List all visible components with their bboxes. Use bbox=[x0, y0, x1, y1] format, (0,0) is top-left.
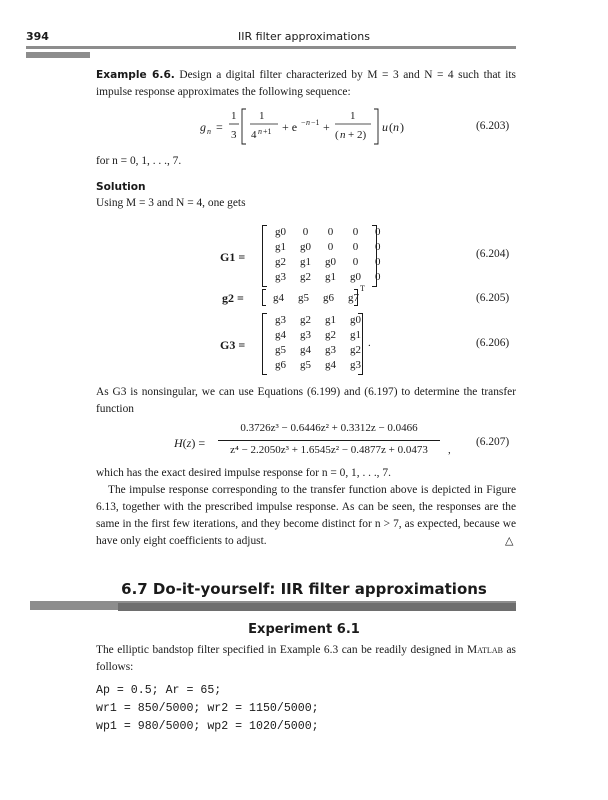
svg-text:−: − bbox=[301, 118, 306, 127]
svg-text:n: n bbox=[207, 127, 211, 136]
header-rule-stub bbox=[26, 52, 90, 58]
svg-text:n: n bbox=[393, 120, 399, 134]
code-line: Ap = 0.5; Ar = 65; bbox=[96, 684, 222, 697]
running-title: IIR filter approximations bbox=[238, 30, 370, 43]
svg-text:+: + bbox=[323, 120, 330, 134]
svg-text:g: g bbox=[200, 120, 206, 134]
example-label: Example 6.6. bbox=[96, 69, 175, 81]
svg-text:+ 2): + 2) bbox=[348, 129, 367, 141]
transpose-mark: T bbox=[360, 284, 365, 293]
g2-bracket-right bbox=[354, 289, 358, 306]
g1-bracket-left bbox=[262, 225, 267, 287]
equation-number-6-207: (6.207) bbox=[476, 436, 510, 448]
after-text: which has the exact desired impulse response for n = 0, 1, . . ., 7. bbox=[96, 467, 391, 479]
solution-text: Using M = 3 and N = 4, one gets bbox=[96, 197, 246, 209]
matlab-name: Matlab bbox=[467, 644, 503, 656]
solution-heading: Solution bbox=[96, 181, 146, 193]
code-line: wp1 = 980/5000; wp2 = 1020/5000; bbox=[96, 720, 319, 733]
example-intro-text: Design a digital filter characterized by M = 3 and N = 4 such that its impulse response approximates the following sequence: bbox=[96, 69, 516, 98]
code-line: wr1 = 850/5000; wr2 = 1150/5000; bbox=[96, 702, 319, 715]
g3-period: . bbox=[368, 337, 371, 349]
g3-bracket-left bbox=[262, 313, 267, 375]
g1-matrix: g0 0 0 0 0 g1 g0 0 0 0 g2 g1 g0 0 0 g3 g2 g1 g0 0 bbox=[275, 225, 381, 283]
experiment-title: Experiment 6.1 bbox=[248, 622, 360, 637]
transfer-denominator: z⁴ − 2.2050z³ + 1.6545z² − 0.4877z + 0.0473 bbox=[230, 444, 428, 456]
g2-label: g2 = bbox=[222, 291, 244, 305]
svg-text:n: n bbox=[258, 127, 262, 136]
header-rule bbox=[26, 46, 516, 49]
equation-number-6-206: (6.206) bbox=[476, 337, 510, 349]
equation-number-6-203: (6.203) bbox=[476, 120, 510, 132]
svg-text:=: = bbox=[216, 120, 223, 134]
section-rule-stub bbox=[30, 604, 118, 610]
svg-text:1: 1 bbox=[259, 110, 265, 122]
svg-text:1: 1 bbox=[231, 110, 237, 122]
experiment-intro: The elliptic bandstop filter specified in Example 6.3 can be readily designed in Matlab as follows: bbox=[96, 644, 516, 673]
svg-text:): ) bbox=[400, 120, 404, 134]
svg-text:3: 3 bbox=[231, 129, 237, 141]
fraction-bar bbox=[218, 440, 440, 441]
g1-label: G1 = bbox=[220, 250, 246, 264]
transfer-numerator: 0.3726z³ − 0.6446z² + 0.3312z − 0.0466 bbox=[240, 422, 418, 434]
svg-text:n: n bbox=[340, 129, 346, 141]
g1-bracket-right bbox=[372, 225, 377, 287]
equation-6-203 bbox=[200, 104, 430, 148]
svg-text:n: n bbox=[306, 118, 310, 127]
equation-number-6-204: (6.204) bbox=[476, 248, 510, 260]
svg-text:u: u bbox=[382, 120, 388, 134]
equation-6-203-svg bbox=[200, 104, 430, 148]
g3-label: G3 = bbox=[220, 338, 246, 352]
svg-text:−1: −1 bbox=[311, 118, 320, 127]
g3-matrix: g3 g2 g1 g0 g4 g3 g2 g1 g5 g4 g3 g2 g6 g5 g4 g3 bbox=[275, 313, 361, 371]
section-rule-thick bbox=[118, 603, 516, 611]
equation-number-6-205: (6.205) bbox=[476, 292, 510, 304]
svg-text:(: ( bbox=[335, 129, 339, 141]
page-number: 394 bbox=[26, 30, 49, 43]
range-text: for n = 0, 1, . . ., 7. bbox=[96, 155, 182, 167]
discussion-paragraph: The impulse response corresponding to the transfer function above is depicted in Figure 6.13, together with the prescribed impulse response. As can be seen, the responses are the same in the first few iterations, and they become distinct for n > 7, as expected, because we have only eight coefficients to adjust. bbox=[96, 484, 516, 547]
g2-vector: g4 g5 g6 g7 bbox=[273, 291, 359, 304]
svg-text:4: 4 bbox=[251, 129, 257, 141]
svg-text:+1: +1 bbox=[263, 127, 272, 136]
end-of-example-mark: △ bbox=[505, 535, 514, 547]
section-title: 6.7 Do-it-yourself: IIR filter approximations bbox=[121, 580, 487, 598]
svg-text:(: ( bbox=[389, 120, 393, 134]
transfer-comma: , bbox=[448, 444, 451, 456]
transfer-lhs: H(z) = bbox=[174, 436, 206, 450]
svg-text:+ e: + e bbox=[282, 120, 298, 134]
example-intro bbox=[96, 67, 516, 101]
transfer-intro: As G3 is nonsingular, we can use Equations (6.199) and (6.197) to determine the transfer function bbox=[96, 386, 516, 415]
svg-text:1: 1 bbox=[350, 110, 356, 122]
g3-bracket-right bbox=[358, 313, 363, 375]
